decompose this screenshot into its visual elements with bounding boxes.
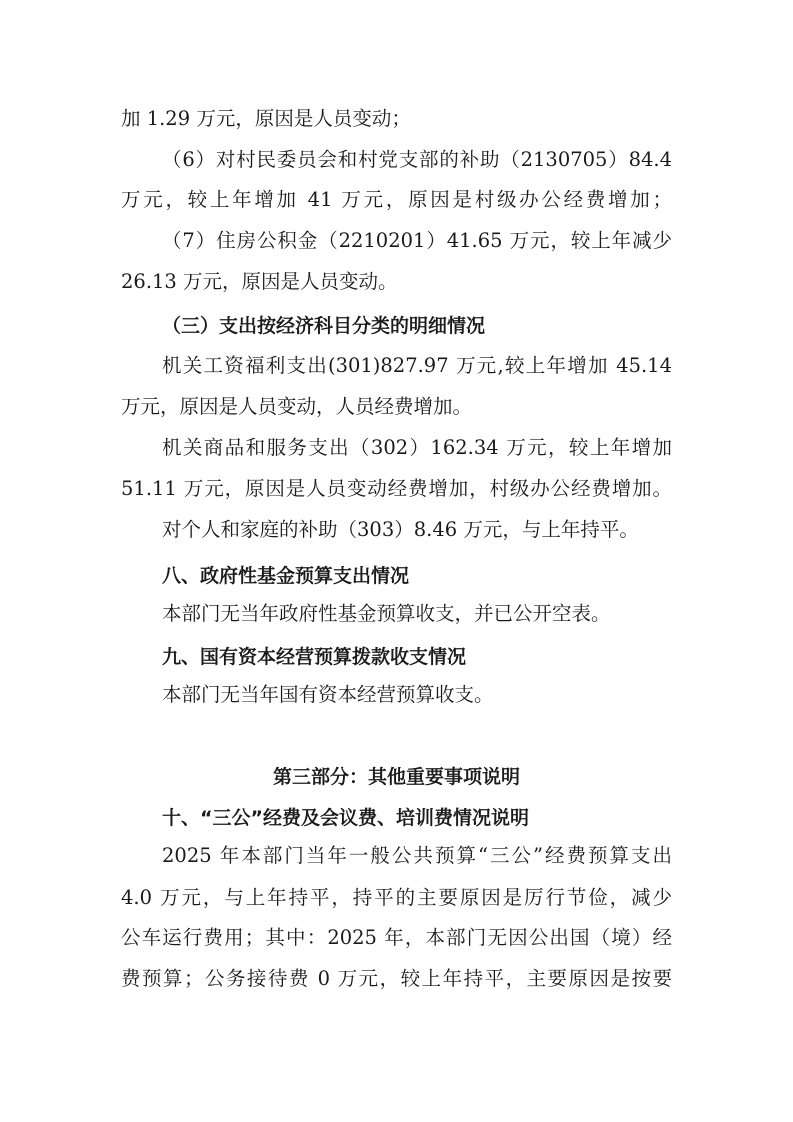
paragraph-line: 公车运行费用；其中：2025 年，本部门无因公出国（境）经 (121, 926, 672, 949)
paragraph-line: 机关商品和服务支出（302）162.34 万元，较上年增加 (162, 436, 672, 459)
paragraph-line: 机关工资福利支出(301)827.97 万元,较上年增加 45.14 (162, 354, 672, 377)
section-heading: 八、政府性基金预算支出情况 (162, 565, 410, 587)
paragraph-line: （6）对村民委员会和村党支部的补助（2130705）84.4 (162, 148, 672, 171)
paragraph-line: 万元，较上年增加 41 万元，原因是村级办公经费增加； (121, 188, 672, 211)
paragraph-line: 万元，原因是人员变动，人员经费增加。 (121, 395, 473, 418)
paragraph-line: 4.0 万元，与上年持平，持平的主要原因是厉行节俭，减少 (121, 886, 672, 909)
paragraph-line: （7）住房公积金（2210201）41.65 万元，较上年减少 (162, 229, 672, 252)
paragraph-line: 本部门无当年政府性基金预算收支，并已公开空表。 (162, 602, 611, 625)
paragraph-line: 加 1.29 万元，原因是人员变动； (121, 107, 411, 130)
section-heading: 九、国有资本经营预算拨款收支情况 (162, 646, 467, 668)
paragraph-line: 本部门无当年国有资本经营预算收支。 (162, 683, 494, 706)
paragraph-line: 对个人和家庭的补助（303）8.46 万元，与上年持平。 (162, 518, 639, 541)
paragraph-line: 51.11 万元，原因是人员变动经费增加，村级办公经费增加。 (121, 477, 672, 500)
paragraph-line: 26.13 万元，原因是人员变动。 (121, 270, 398, 293)
part-title: 第三部分：其他重要事项说明 (272, 766, 520, 788)
paragraph-line: 2025 年本部门当年一般公共预算“三公”经费预算支出 (162, 844, 672, 867)
subsection-heading: （三）支出按经济科目分类的明细情况 (162, 315, 486, 337)
section-heading: 十、“三公”经费及会议费、培训费情况说明 (162, 807, 529, 829)
paragraph-line: 费预算；公务接待费 0 万元，较上年持平，主要原因是按要 (121, 967, 672, 990)
